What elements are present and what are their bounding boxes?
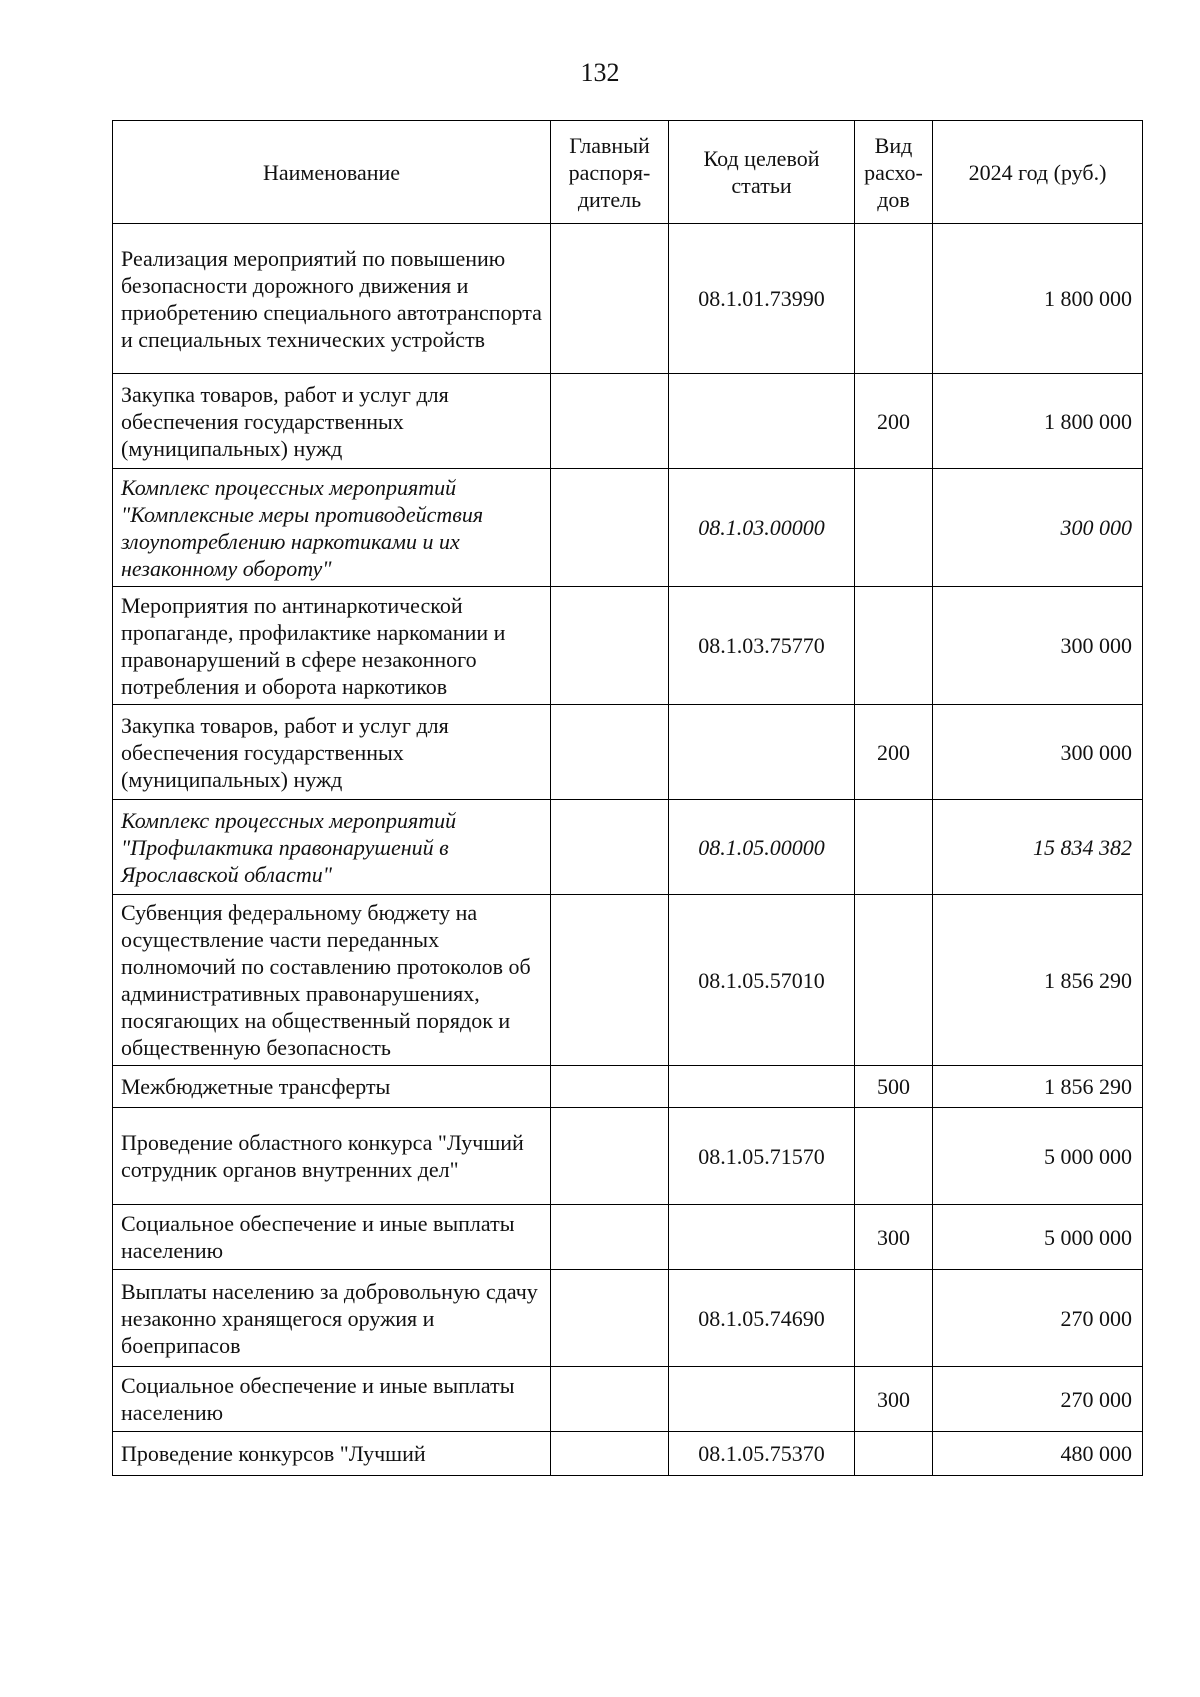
budget-table <box>112 120 1143 1476</box>
table-row <box>113 1367 1143 1432</box>
row-code-cell <box>669 1367 855 1432</box>
table-row <box>113 587 1143 705</box>
row-name-cell: Комплекс процессных мероприятий "Профилактика правонарушений в Ярославской области" <box>113 800 551 895</box>
row-name-cell: Проведение конкурсов "Лучший <box>113 1432 551 1476</box>
header-manager: Главный распоря-дитель <box>551 121 669 224</box>
table-row <box>113 1432 1143 1476</box>
row-amount-cell: 270 000 <box>933 1367 1143 1432</box>
row-kind-cell <box>855 587 933 705</box>
row-manager-cell <box>551 1432 669 1476</box>
row-manager-cell <box>551 800 669 895</box>
table-row <box>113 469 1143 587</box>
table-row <box>113 374 1143 469</box>
row-amount-cell: 5 000 000 <box>933 1205 1143 1270</box>
row-name-cell: Мероприятия по антинаркотической пропаганде, профилактике наркомании и правонарушений в сфере незаконного потребления и оборота наркотиков <box>113 587 551 705</box>
page-number: 132 <box>580 58 620 87</box>
row-amount-cell: 480 000 <box>933 1432 1143 1476</box>
row-manager-cell <box>551 1270 669 1367</box>
row-code-cell: 08.1.01.73990 <box>669 224 855 374</box>
table-row <box>113 1205 1143 1270</box>
table-row <box>113 800 1143 895</box>
row-code-cell <box>669 374 855 469</box>
row-name-cell: Социальное обеспечение и иные выплаты населению <box>113 1205 551 1270</box>
row-code-cell: 08.1.05.00000 <box>669 800 855 895</box>
table-row <box>113 895 1143 1066</box>
header-amount: 2024 год (руб.) <box>933 121 1143 224</box>
row-amount-cell: 300 000 <box>933 587 1143 705</box>
row-manager-cell <box>551 587 669 705</box>
row-manager-cell <box>551 1367 669 1432</box>
row-code-cell: 08.1.05.75370 <box>669 1432 855 1476</box>
row-amount-cell: 1 800 000 <box>933 224 1143 374</box>
table-row <box>113 1270 1143 1367</box>
row-code-cell: 08.1.03.75770 <box>669 587 855 705</box>
row-kind-cell: 500 <box>855 1066 933 1108</box>
row-amount-cell: 1 856 290 <box>933 895 1143 1066</box>
row-code-cell <box>669 705 855 800</box>
row-manager-cell <box>551 705 669 800</box>
table-body <box>113 224 1143 1476</box>
table-row <box>113 1066 1143 1108</box>
row-kind-cell: 200 <box>855 705 933 800</box>
row-amount-cell: 270 000 <box>933 1270 1143 1367</box>
row-name-cell: Субвенция федеральному бюджету на осуществление части переданных полномочий по составлению протоколов об административных правонарушениях, посягающих на общественный порядок и общественную безопасность <box>113 895 551 1066</box>
row-name-cell: Межбюджетные трансферты <box>113 1066 551 1108</box>
row-manager-cell <box>551 1108 669 1205</box>
row-manager-cell <box>551 374 669 469</box>
table-header-row <box>113 121 1143 224</box>
row-kind-cell: 300 <box>855 1367 933 1432</box>
row-kind-cell <box>855 1270 933 1367</box>
row-manager-cell <box>551 1066 669 1108</box>
row-kind-cell <box>855 224 933 374</box>
row-manager-cell <box>551 224 669 374</box>
row-code-cell: 08.1.05.57010 <box>669 895 855 1066</box>
row-name-cell: Социальное обеспечение и иные выплаты населению <box>113 1367 551 1432</box>
row-amount-cell: 5 000 000 <box>933 1108 1143 1205</box>
table-row <box>113 705 1143 800</box>
row-name-cell: Реализация мероприятий по повышению безопасности дорожного движения и приобретению специального автотранспорта и специальных технических устройств <box>113 224 551 374</box>
row-kind-cell <box>855 895 933 1066</box>
row-manager-cell <box>551 895 669 1066</box>
row-kind-cell: 200 <box>855 374 933 469</box>
row-name-cell: Закупка товаров, работ и услуг для обеспечения государственных (муниципальных) нужд <box>113 705 551 800</box>
row-code-cell: 08.1.05.74690 <box>669 1270 855 1367</box>
header-kind: Вид расхо-дов <box>855 121 933 224</box>
row-name-cell: Комплекс процессных мероприятий "Комплексные меры противодействия злоупотреблению наркотиками и их незаконному обороту" <box>113 469 551 587</box>
row-kind-cell: 300 <box>855 1205 933 1270</box>
row-name-cell: Выплаты населению за добровольную сдачу незаконно хранящегося оружия и боеприпасов <box>113 1270 551 1367</box>
row-amount-cell: 15 834 382 <box>933 800 1143 895</box>
row-code-cell <box>669 1205 855 1270</box>
row-kind-cell <box>855 469 933 587</box>
row-name-cell: Закупка товаров, работ и услуг для обеспечения государственных (муниципальных) нужд <box>113 374 551 469</box>
row-amount-cell: 300 000 <box>933 469 1143 587</box>
row-code-cell: 08.1.03.00000 <box>669 469 855 587</box>
table-row <box>113 224 1143 374</box>
row-code-cell <box>669 1066 855 1108</box>
row-kind-cell <box>855 1432 933 1476</box>
table-row <box>113 1108 1143 1205</box>
row-kind-cell <box>855 800 933 895</box>
row-code-cell: 08.1.05.71570 <box>669 1108 855 1205</box>
row-amount-cell: 300 000 <box>933 705 1143 800</box>
row-kind-cell <box>855 1108 933 1205</box>
row-name-cell: Проведение областного конкурса "Лучший сотрудник органов внутренних дел" <box>113 1108 551 1205</box>
row-manager-cell <box>551 1205 669 1270</box>
row-amount-cell: 1 800 000 <box>933 374 1143 469</box>
row-manager-cell <box>551 469 669 587</box>
row-amount-cell: 1 856 290 <box>933 1066 1143 1108</box>
header-code: Код целевой статьи <box>669 121 855 224</box>
header-name: Наименование <box>113 121 551 224</box>
